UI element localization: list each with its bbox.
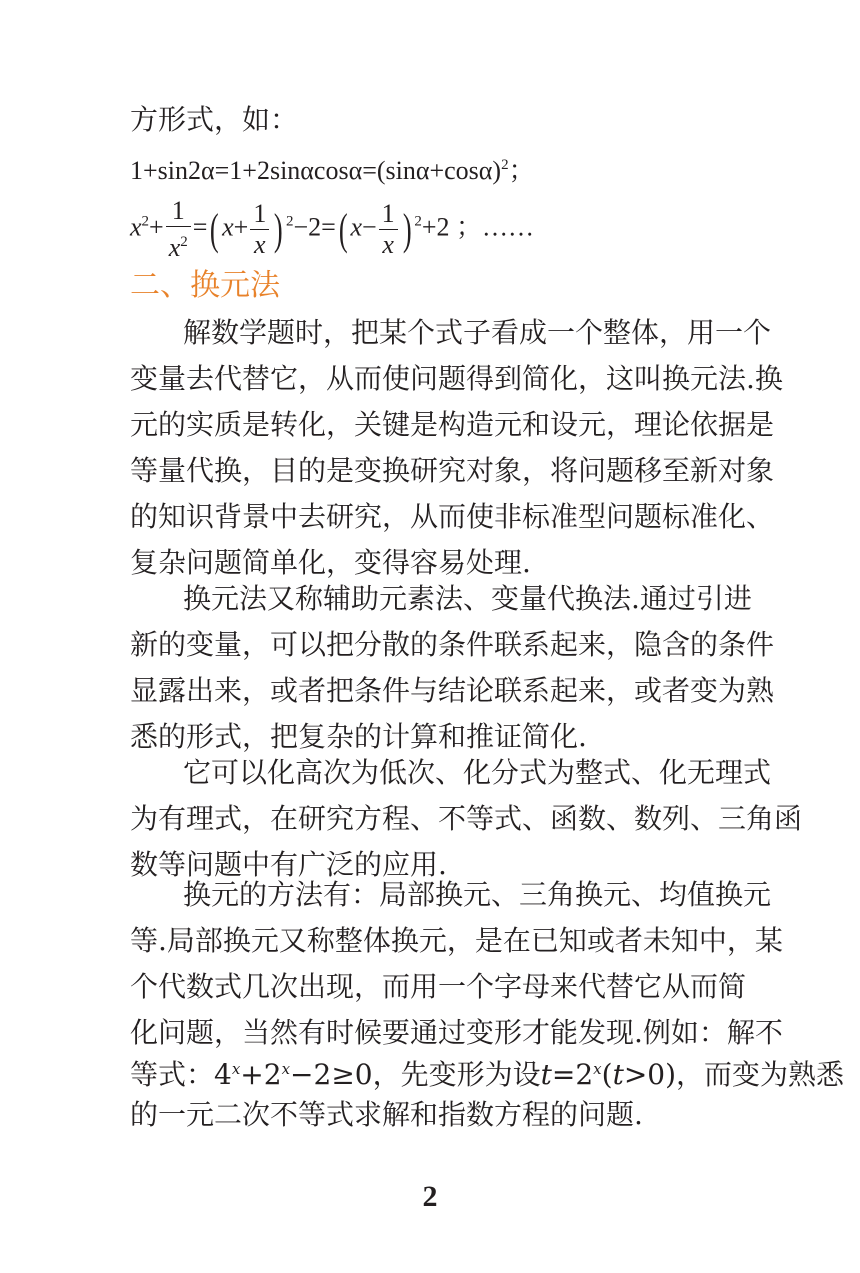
paragraph-line-inequality — [130, 1049, 845, 1095]
intro-line: 方形式，如： — [130, 103, 299, 136]
paren-open: ( — [338, 204, 348, 254]
text-segment: −2≥0，先变形为设 — [290, 1058, 541, 1091]
paragraph-line: 新的变量，可以把分散的条件联系起来，隐含的条件 — [130, 628, 775, 661]
text-segment: >0)，而变为熟悉 — [623, 1058, 845, 1091]
denominator — [379, 230, 398, 260]
minus-sign: − — [362, 212, 377, 242]
paragraph-line: 的一元二次不等式求解和指数方程的问题. — [130, 1098, 643, 1131]
exponent: 2 — [180, 234, 188, 250]
plus-sign: + — [149, 212, 164, 242]
exponent: 2 — [285, 213, 294, 230]
text-segment: +2 — [240, 1058, 282, 1091]
paragraph-line: 个代数式几次出现，而用一个字母来代替它从而简 — [130, 970, 747, 1003]
fraction — [379, 199, 398, 260]
paragraph-line: 的知识背景中去研究，从而使非标准型问题标准化、 — [130, 500, 775, 533]
paragraph-line: 显露出来，或者把条件与结论联系起来，或者变为熟 — [130, 674, 775, 707]
var-x: x — [168, 233, 181, 262]
equation-exponent: 2 — [501, 157, 509, 173]
paren-close: ) — [274, 204, 284, 254]
exponent: 2 — [141, 213, 150, 230]
denominator — [250, 230, 269, 260]
page-number: 2 — [422, 1180, 438, 1213]
var-t: t — [540, 1058, 552, 1091]
numerator: 1 — [379, 199, 398, 230]
plus-two: +2 — [421, 212, 450, 242]
numerator: 1 — [166, 196, 191, 227]
var-x: x — [382, 230, 394, 259]
numerator: 1 — [250, 199, 269, 230]
fraction — [166, 196, 191, 263]
text-segment: 等式：4 — [130, 1058, 232, 1091]
paragraph-line: 元的实质是转化，关键是构造元和设元，理论依据是 — [130, 408, 775, 441]
minus-two: −2= — [293, 212, 336, 242]
var-x: x — [254, 230, 266, 259]
section-heading: 二、换元法 — [130, 268, 280, 303]
identity-equation-1 — [130, 150, 535, 187]
paragraph-line: 换元法又称辅助元素法、变量代换法.通过引进 — [183, 582, 752, 615]
paragraph-line: 等量代换，目的是变换研究对象，将问题移至新对象 — [130, 454, 775, 487]
identity-equation-2 — [130, 196, 534, 263]
fraction — [250, 199, 269, 260]
var-x: x — [350, 212, 362, 242]
var-x: x — [222, 212, 234, 242]
text-segment: ( — [601, 1058, 613, 1091]
paragraph-line: 它可以化高次为低次、化分式为整式、化无理式 — [183, 756, 772, 789]
var-x: x — [231, 1060, 241, 1078]
var-x: x — [130, 212, 142, 242]
paragraph-line: 数等问题中有广泛的应用. — [130, 848, 447, 881]
paragraph-line: 解数学题时，把某个式子看成一个整体，用一个 — [183, 316, 772, 349]
paren-open: ( — [210, 204, 220, 254]
equation-text: 1+sin2α=1+2sinαcosα=(sinα+cosα) — [130, 156, 502, 185]
denominator — [166, 227, 191, 263]
paragraph-line: 化问题，当然有时候要通过变形才能发现.例如：解不 — [130, 1016, 783, 1049]
plus-sign: + — [233, 212, 249, 242]
equation-separator: ； — [508, 156, 535, 185]
paragraph-line: 变量去代替它，从而使问题得到简化，这叫换元法.换 — [130, 362, 783, 395]
paragraph-line: 换元的方法有：局部换元、三角换元、均值换元 — [183, 878, 772, 911]
text-segment: =2 — [551, 1058, 594, 1091]
equation-separator: ；…… — [456, 212, 535, 242]
var-x: x — [593, 1060, 602, 1078]
paragraph-line: 悉的形式，把复杂的计算和推证简化. — [130, 720, 587, 753]
paren-close: ) — [402, 204, 412, 254]
paragraph-line: 为有理式，在研究方程、不等式、函数、数列、三角函 — [130, 802, 803, 835]
exponent: 2 — [414, 213, 422, 230]
paragraph-line: 等.局部换元又称整体换元，是在已知或者未知中，某 — [130, 924, 783, 957]
equals-sign: = — [192, 212, 208, 242]
var-t: t — [612, 1058, 624, 1091]
paragraph-line: 复杂问题简单化，变得容易处理. — [130, 546, 531, 579]
var-x: x — [281, 1060, 291, 1078]
